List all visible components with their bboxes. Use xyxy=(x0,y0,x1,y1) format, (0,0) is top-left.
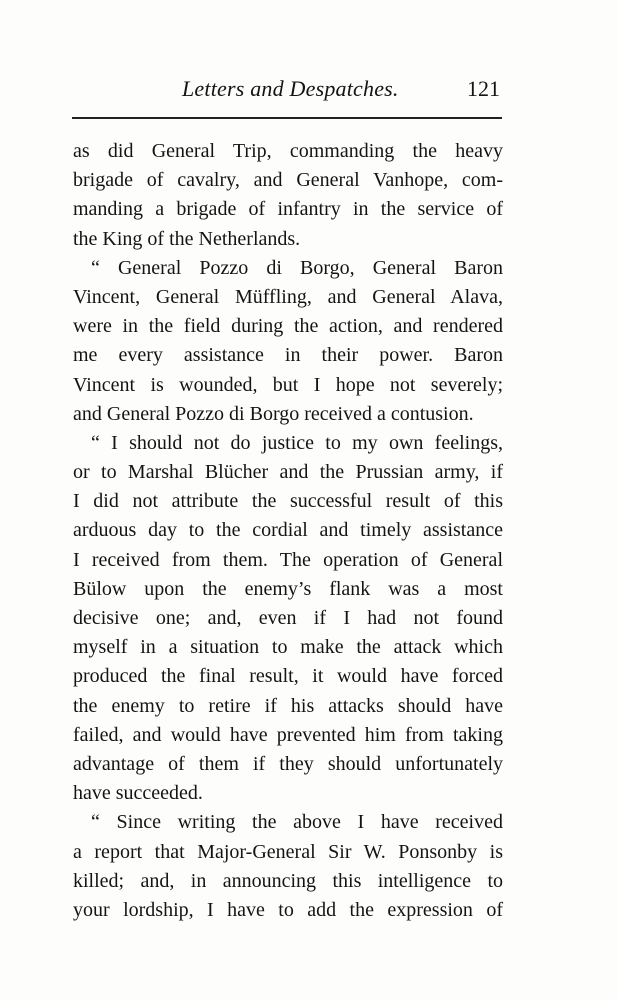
text-line: myself in a situation to make the attack which xyxy=(73,636,503,659)
text-line: as did General Trip, commanding the heavy xyxy=(73,140,503,162)
text-line: the enemy to retire if his attacks should have xyxy=(73,694,503,717)
paragraph-first-line: “ Since writing the above I have received xyxy=(91,811,503,834)
text-line: or to Marshal Blücher and the Prussian army, if xyxy=(73,461,503,484)
text-line: killed; and, in announcing this intelligence to xyxy=(73,869,503,892)
text-line: were in the field during the action, and rendered xyxy=(73,315,503,338)
text-line: Bülow upon the enemy’s flank was a most xyxy=(73,577,503,600)
text-line: brigade of cavalry, and General Vanhope, com- xyxy=(73,169,503,192)
text-line: a report that Major-General Sir W. Ponsonby is xyxy=(73,840,503,863)
page-header xyxy=(72,74,502,110)
text-line: decisive one; and, even if I had not found xyxy=(73,607,503,629)
text-line: your lordship, I have to add the expression of xyxy=(73,898,503,921)
running-title: Letters and Despatches. xyxy=(182,76,399,101)
header-rule xyxy=(72,117,502,119)
text-line: Vincent is wounded, but I hope not severely; xyxy=(73,373,503,396)
paragraph-first-line: “ General Pozzo di Borgo, General Baron xyxy=(91,256,503,279)
text-line: Vincent, General Müffling, and General Alava, xyxy=(73,285,503,308)
text-line: the King of the Netherlands. xyxy=(73,227,301,250)
paragraph-first-line: “ I should not do justice to my own feelings, xyxy=(91,431,503,454)
text-line: me every assistance in their power. Baron xyxy=(73,344,503,367)
text-line: failed, and would have prevented him from taking xyxy=(73,723,503,746)
text-line: and General Pozzo di Borgo received a contusion. xyxy=(73,402,474,425)
text-line: have succeeded. xyxy=(73,782,203,805)
text-line: I did not attribute the successful result of this xyxy=(73,490,503,513)
page-number: 121 xyxy=(467,76,500,101)
text-line: produced the final result, it would have forced xyxy=(73,665,503,688)
body-text xyxy=(73,137,503,925)
text-line: manding a brigade of infantry in the service of xyxy=(73,198,503,221)
text-line: I received from them. The operation of General xyxy=(73,548,503,571)
text-line: advantage of them if they should unfortunately xyxy=(73,752,503,775)
text-line: arduous day to the cordial and timely assistance xyxy=(73,519,503,542)
